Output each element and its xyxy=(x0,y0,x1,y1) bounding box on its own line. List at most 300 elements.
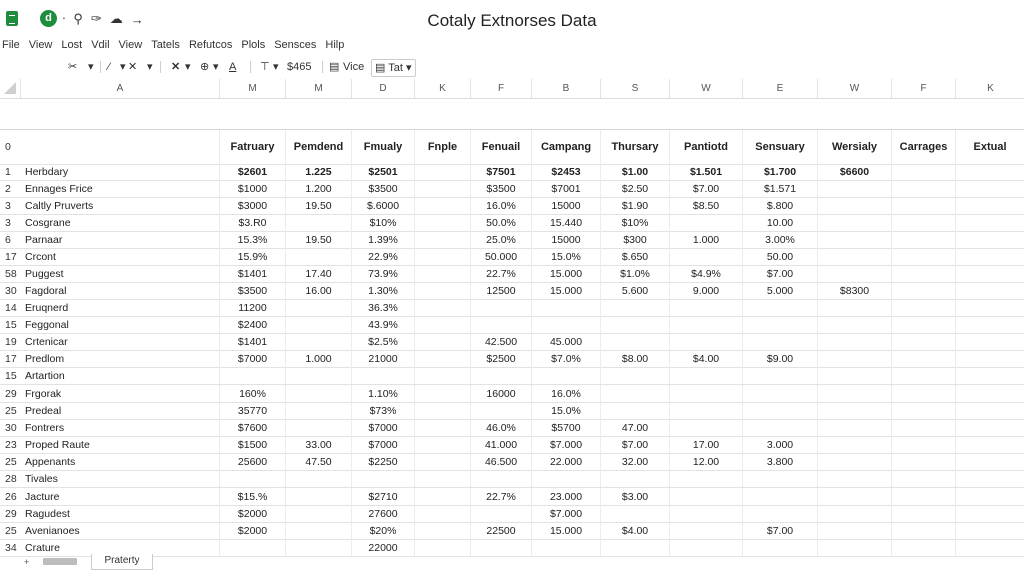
table-cell[interactable] xyxy=(817,436,891,453)
column-header[interactable]: S xyxy=(600,79,669,98)
table-cell[interactable]: $1000 xyxy=(219,180,285,197)
table-cell[interactable] xyxy=(955,436,1024,453)
table-cell[interactable]: 15.000 xyxy=(531,265,600,282)
table-cell[interactable] xyxy=(414,470,470,487)
table-cell[interactable]: $3.R0 xyxy=(219,214,285,231)
table-cell[interactable] xyxy=(600,299,669,316)
table-cell[interactable]: $4.00 xyxy=(669,350,742,367)
table-cell[interactable] xyxy=(955,419,1024,436)
table-cell[interactable]: $10% xyxy=(351,214,414,231)
table-cell[interactable] xyxy=(817,231,891,248)
table-cell[interactable] xyxy=(955,197,1024,214)
row-label-cell[interactable]: Fontrers xyxy=(25,421,65,434)
row-number[interactable]: 3 xyxy=(5,216,11,229)
table-cell[interactable]: 45.000 xyxy=(531,333,600,350)
table-cell[interactable]: $1401 xyxy=(219,265,285,282)
table-cell[interactable] xyxy=(414,453,470,470)
menu-item-file[interactable]: File xyxy=(2,39,20,51)
table-cell[interactable] xyxy=(470,505,531,522)
format-icon[interactable]: ⊤ xyxy=(260,61,270,73)
table-cell[interactable] xyxy=(669,316,742,333)
table-cell[interactable]: $7000 xyxy=(219,350,285,367)
table-cell[interactable]: $1.90 xyxy=(600,197,669,214)
table-cell[interactable] xyxy=(669,402,742,419)
table-cell[interactable]: 35770 xyxy=(219,402,285,419)
table-cell[interactable] xyxy=(817,367,891,384)
table-cell[interactable]: Pemdend xyxy=(285,130,351,164)
table-cell[interactable]: Campang xyxy=(531,130,600,164)
table-cell[interactable]: 17.40 xyxy=(285,265,351,282)
table-cell[interactable] xyxy=(669,488,742,505)
table-cell[interactable] xyxy=(955,248,1024,265)
cloud-icon[interactable]: ☁ xyxy=(109,11,123,26)
table-cell[interactable]: 16000 xyxy=(470,385,531,402)
table-cell[interactable]: $2.5% xyxy=(351,333,414,350)
table-cell[interactable] xyxy=(742,316,817,333)
table-cell[interactable] xyxy=(600,316,669,333)
table-cell[interactable] xyxy=(891,248,955,265)
table-cell[interactable] xyxy=(955,316,1024,333)
table-cell[interactable] xyxy=(891,214,955,231)
menu-item-plols[interactable]: Plols xyxy=(241,39,266,51)
table-cell[interactable]: $2000 xyxy=(219,505,285,522)
table-cell[interactable]: 1.200 xyxy=(285,180,351,197)
sheet-scroll-bar[interactable] xyxy=(43,558,77,565)
table-cell[interactable] xyxy=(955,385,1024,402)
table-cell[interactable] xyxy=(817,180,891,197)
table-cell[interactable]: 1.10% xyxy=(351,385,414,402)
table-cell[interactable] xyxy=(955,214,1024,231)
table-cell[interactable] xyxy=(955,453,1024,470)
table-cell[interactable] xyxy=(669,333,742,350)
table-cell[interactable] xyxy=(669,470,742,487)
currency-format-button[interactable]: $465 xyxy=(287,61,312,73)
table-cell[interactable] xyxy=(414,522,470,539)
text-color-icon[interactable]: A xyxy=(229,61,237,73)
table-cell[interactable] xyxy=(817,248,891,265)
table-cell[interactable] xyxy=(817,402,891,419)
add-sheet-icon[interactable]: + xyxy=(24,557,30,567)
row-label-cell[interactable]: Predeal xyxy=(25,404,62,417)
select-all-corner[interactable] xyxy=(4,82,16,94)
column-header[interactable]: E xyxy=(742,79,817,98)
table-cell[interactable] xyxy=(600,385,669,402)
table-cell[interactable]: $3500 xyxy=(470,180,531,197)
table-cell[interactable] xyxy=(891,385,955,402)
column-header[interactable]: K xyxy=(955,79,1024,98)
table-cell[interactable]: 16.0% xyxy=(531,385,600,402)
table-cell[interactable]: $10% xyxy=(600,214,669,231)
account-avatar[interactable]: d xyxy=(40,10,57,27)
table-cell[interactable] xyxy=(955,180,1024,197)
row-number[interactable]: 26 xyxy=(5,490,17,503)
row-number[interactable]: 2 xyxy=(5,182,11,195)
table-cell[interactable]: 47.50 xyxy=(285,453,351,470)
menu-item-refutcos[interactable]: Refutcos xyxy=(188,39,233,51)
column-header[interactable]: M xyxy=(285,79,351,98)
table-cell[interactable] xyxy=(600,367,669,384)
table-cell[interactable]: 15.440 xyxy=(531,214,600,231)
table-cell[interactable] xyxy=(891,316,955,333)
table-cell[interactable] xyxy=(817,214,891,231)
row-number[interactable]: 14 xyxy=(5,301,17,314)
table-cell[interactable]: 43.9% xyxy=(351,316,414,333)
table-cell[interactable] xyxy=(285,505,351,522)
table-cell[interactable]: $7.000 xyxy=(531,505,600,522)
row-label-cell[interactable]: Crtenicar xyxy=(25,335,68,348)
row-label-cell[interactable]: Fagdoral xyxy=(25,284,67,297)
table-cell[interactable]: $1500 xyxy=(219,436,285,453)
menu-item-hilp[interactable]: Hilp xyxy=(325,39,345,51)
table-cell[interactable] xyxy=(531,316,600,333)
table-cell[interactable] xyxy=(351,470,414,487)
table-cell[interactable]: 12500 xyxy=(470,282,531,299)
table-cell[interactable] xyxy=(414,248,470,265)
table-cell[interactable]: 15.000 xyxy=(531,282,600,299)
table-cell[interactable] xyxy=(414,385,470,402)
table-cell[interactable]: 3.00% xyxy=(742,231,817,248)
table-cell[interactable]: $7000 xyxy=(351,436,414,453)
row-label-cell[interactable]: Artartion xyxy=(25,369,65,382)
table-cell[interactable] xyxy=(285,367,351,384)
document-title-text[interactable]: Cotaly Extnorses Data xyxy=(427,11,597,30)
table-cell[interactable] xyxy=(955,333,1024,350)
table-cell[interactable]: 17.00 xyxy=(669,436,742,453)
row-label-cell[interactable]: Ennages Frice xyxy=(25,182,93,195)
table-cell[interactable] xyxy=(414,333,470,350)
table-cell[interactable] xyxy=(742,505,817,522)
table-cell[interactable]: Carrages xyxy=(891,130,955,164)
table-cell[interactable] xyxy=(817,316,891,333)
table-cell[interactable] xyxy=(414,505,470,522)
table-cell[interactable]: 46.0% xyxy=(470,419,531,436)
table-cell[interactable]: $1.700 xyxy=(742,163,817,180)
table-cell[interactable] xyxy=(470,402,531,419)
dropdown-icon[interactable]: ▾ xyxy=(88,61,94,73)
row-label-cell[interactable]: Ragudest xyxy=(25,507,70,520)
table-cell[interactable]: 25600 xyxy=(219,453,285,470)
table-cell[interactable] xyxy=(891,505,955,522)
row-label-cell[interactable]: Caltly Pruverts xyxy=(25,199,94,212)
row-number[interactable]: 58 xyxy=(5,267,17,280)
row-number[interactable]: 25 xyxy=(5,524,17,537)
table-cell[interactable]: $7001 xyxy=(531,180,600,197)
table-cell[interactable]: 42.500 xyxy=(470,333,531,350)
column-header[interactable]: M xyxy=(219,79,285,98)
table-cell[interactable]: 19.50 xyxy=(285,197,351,214)
column-header[interactable]: A xyxy=(20,79,219,98)
table-cell[interactable]: $15.% xyxy=(219,488,285,505)
row-label-cell[interactable]: Puggest xyxy=(25,267,64,280)
dropdown-icon[interactable]: ▾ xyxy=(147,61,153,73)
table-cell[interactable] xyxy=(742,299,817,316)
table-cell[interactable]: $.650 xyxy=(600,248,669,265)
table-cell[interactable]: 33.00 xyxy=(285,436,351,453)
table-cell[interactable] xyxy=(531,367,600,384)
table-cell[interactable] xyxy=(669,214,742,231)
table-cell[interactable] xyxy=(955,402,1024,419)
row-label-cell[interactable]: Frgorak xyxy=(25,387,62,400)
table-cell[interactable]: $2500 xyxy=(470,350,531,367)
row-number[interactable]: 15 xyxy=(5,369,17,382)
table-cell[interactable]: 15.0% xyxy=(531,402,600,419)
menu-item-view[interactable]: View xyxy=(28,39,53,51)
table-cell[interactable]: 10.00 xyxy=(742,214,817,231)
table-cell[interactable] xyxy=(891,231,955,248)
close-icon[interactable]: ✕ xyxy=(171,61,181,73)
column-header[interactable]: W xyxy=(669,79,742,98)
table-cell[interactable] xyxy=(414,282,470,299)
table-cell[interactable]: $3.00 xyxy=(600,488,669,505)
table-cell[interactable] xyxy=(470,316,531,333)
column-header[interactable]: K xyxy=(414,79,470,98)
table-cell[interactable]: 15000 xyxy=(531,231,600,248)
table-cell[interactable] xyxy=(891,180,955,197)
table-cell[interactable] xyxy=(955,488,1024,505)
table-cell[interactable]: $7000 xyxy=(351,419,414,436)
table-cell[interactable] xyxy=(955,265,1024,282)
table-cell[interactable] xyxy=(414,350,470,367)
table-cell[interactable] xyxy=(414,402,470,419)
table-cell[interactable]: Pantiotd xyxy=(669,130,742,164)
table-cell[interactable]: 15000 xyxy=(531,197,600,214)
table-cell[interactable]: $7.00 xyxy=(742,522,817,539)
table-cell[interactable] xyxy=(891,522,955,539)
table-cell[interactable]: 19.50 xyxy=(285,231,351,248)
table-cell[interactable] xyxy=(285,248,351,265)
table-cell[interactable] xyxy=(955,231,1024,248)
table-cell[interactable]: 11200 xyxy=(219,299,285,316)
table-cell[interactable]: $4.00 xyxy=(600,522,669,539)
spreadsheet-grid[interactable] xyxy=(0,79,1024,585)
row-label-cell[interactable]: Feggonal xyxy=(25,318,69,331)
table-cell[interactable] xyxy=(817,265,891,282)
table-cell[interactable]: 22.7% xyxy=(470,265,531,282)
cut-icon[interactable]: ✂ xyxy=(68,61,78,73)
row-label-cell[interactable]: Tivales xyxy=(25,472,58,485)
table-cell[interactable] xyxy=(891,367,955,384)
table-cell[interactable]: $.800 xyxy=(742,197,817,214)
table-cell[interactable]: $7.000 xyxy=(531,436,600,453)
table-cell[interactable] xyxy=(817,522,891,539)
table-cell[interactable]: Fatruary xyxy=(219,130,285,164)
table-cell[interactable]: 47.00 xyxy=(600,419,669,436)
row-label-cell[interactable]: Avenianoes xyxy=(25,524,80,537)
table-cell[interactable]: $2400 xyxy=(219,316,285,333)
table-cell[interactable] xyxy=(817,453,891,470)
table-cell[interactable] xyxy=(470,367,531,384)
row-number[interactable]: 29 xyxy=(5,507,17,520)
dropdown-icon[interactable]: ▾ xyxy=(213,61,219,73)
table-cell[interactable] xyxy=(817,197,891,214)
table-cell[interactable]: 22000 xyxy=(351,539,414,556)
row-number[interactable]: 15 xyxy=(5,318,17,331)
table-cell[interactable]: Fmualy xyxy=(351,130,414,164)
table-cell[interactable] xyxy=(742,402,817,419)
table-cell[interactable]: 16.0% xyxy=(470,197,531,214)
table-cell[interactable]: 5.000 xyxy=(742,282,817,299)
table-cell[interactable] xyxy=(817,419,891,436)
table-cell[interactable]: Fenuail xyxy=(470,130,531,164)
row-number[interactable]: 28 xyxy=(5,472,17,485)
table-cell[interactable] xyxy=(414,197,470,214)
table-cell[interactable]: 12.00 xyxy=(669,453,742,470)
row-number[interactable]: 19 xyxy=(5,335,17,348)
table-cell[interactable] xyxy=(742,385,817,402)
table-cell[interactable]: 160% xyxy=(219,385,285,402)
column-header[interactable]: F xyxy=(470,79,531,98)
menu-item-tatels[interactable]: Tatels xyxy=(151,39,180,51)
arrow-right-icon[interactable]: → xyxy=(130,11,144,27)
table-cell[interactable]: $1401 xyxy=(219,333,285,350)
table-cell[interactable]: Thursary xyxy=(600,130,669,164)
table-cell[interactable]: $9.00 xyxy=(742,350,817,367)
row-label-cell[interactable]: Crcont xyxy=(25,250,56,263)
table-cell[interactable] xyxy=(285,385,351,402)
table-cell[interactable] xyxy=(891,402,955,419)
clock-icon[interactable]: ⊕ xyxy=(200,61,210,73)
table-cell[interactable]: 50.000 xyxy=(470,248,531,265)
table-cell[interactable] xyxy=(955,282,1024,299)
table-cell[interactable] xyxy=(955,299,1024,316)
table-cell[interactable]: $7.00 xyxy=(742,265,817,282)
table-cell[interactable] xyxy=(285,299,351,316)
table-cell[interactable]: $8.50 xyxy=(669,197,742,214)
table-cell[interactable]: 1.39% xyxy=(351,231,414,248)
table-cell[interactable]: Fnple xyxy=(414,130,470,164)
table-cell[interactable] xyxy=(219,470,285,487)
table-cell[interactable]: $1.00 xyxy=(600,163,669,180)
table-cell[interactable] xyxy=(817,470,891,487)
paint-format-icon[interactable]: ⁄ xyxy=(108,61,110,73)
table-cell[interactable] xyxy=(470,470,531,487)
table-cell[interactable] xyxy=(955,505,1024,522)
menu-item-sensces[interactable]: Sensces xyxy=(274,39,317,51)
menu-item-lost[interactable]: Lost xyxy=(61,39,83,51)
row-number[interactable]: 29 xyxy=(5,387,17,400)
row-number[interactable]: 23 xyxy=(5,438,17,451)
row-number[interactable]: 34 xyxy=(5,541,17,554)
row-number[interactable]: 30 xyxy=(5,284,17,297)
dropdown-icon[interactable]: ▾ xyxy=(273,61,279,73)
table-cell[interactable] xyxy=(669,419,742,436)
table-cell[interactable] xyxy=(817,350,891,367)
table-cell[interactable] xyxy=(817,299,891,316)
table-cell[interactable]: $7.00 xyxy=(600,436,669,453)
view-button[interactable]: Vice xyxy=(343,61,365,73)
table-cell[interactable] xyxy=(414,265,470,282)
table-cell[interactable]: 15.000 xyxy=(531,522,600,539)
table-cell[interactable] xyxy=(414,488,470,505)
table-cell[interactable]: $5700 xyxy=(531,419,600,436)
table-cell[interactable] xyxy=(955,350,1024,367)
table-cell[interactable] xyxy=(414,231,470,248)
row-label-cell[interactable]: Cosgrane xyxy=(25,216,71,229)
table-cell[interactable]: $7.00 xyxy=(669,180,742,197)
row-number[interactable]: 25 xyxy=(5,455,17,468)
table-cell[interactable]: 50.00 xyxy=(742,248,817,265)
table-cell[interactable] xyxy=(285,522,351,539)
table-cell[interactable]: $2250 xyxy=(351,453,414,470)
table-cell[interactable]: 22.000 xyxy=(531,453,600,470)
row-number[interactable]: 17 xyxy=(5,250,17,263)
table-cell[interactable]: $7600 xyxy=(219,419,285,436)
row-number[interactable]: 30 xyxy=(5,421,17,434)
table-cell[interactable] xyxy=(285,470,351,487)
table-cell[interactable]: $300 xyxy=(600,231,669,248)
table-cell[interactable]: 22.7% xyxy=(470,488,531,505)
table-cell[interactable]: $7.0% xyxy=(531,350,600,367)
table-cell[interactable] xyxy=(669,299,742,316)
menu-item-view-2[interactable]: View xyxy=(118,39,143,51)
table-cell[interactable]: $.6000 xyxy=(351,197,414,214)
table-cell[interactable] xyxy=(817,488,891,505)
table-cell[interactable]: 46.500 xyxy=(470,453,531,470)
document-title[interactable] xyxy=(0,11,1024,31)
table-cell[interactable]: 23.000 xyxy=(531,488,600,505)
table-cell[interactable]: $2000 xyxy=(219,522,285,539)
table-cell[interactable] xyxy=(891,163,955,180)
table-cell[interactable] xyxy=(891,265,955,282)
table-cell[interactable] xyxy=(669,385,742,402)
table-cell[interactable] xyxy=(285,333,351,350)
table-cell[interactable] xyxy=(531,299,600,316)
share-icon[interactable]: ᐧ xyxy=(62,11,66,26)
table-cell[interactable]: $8300 xyxy=(817,282,891,299)
table-cell[interactable]: 15.9% xyxy=(219,248,285,265)
column-header[interactable]: B xyxy=(531,79,600,98)
table-cell[interactable]: 50.0% xyxy=(470,214,531,231)
table-cell[interactable] xyxy=(955,522,1024,539)
row-number[interactable]: 6 xyxy=(5,233,11,246)
table-cell[interactable]: $20% xyxy=(351,522,414,539)
table-cell[interactable] xyxy=(955,367,1024,384)
table-cell[interactable] xyxy=(817,505,891,522)
table-cell[interactable] xyxy=(600,333,669,350)
table-cell[interactable]: $7501 xyxy=(470,163,531,180)
table-cell[interactable]: $2601 xyxy=(219,163,285,180)
table-cell[interactable] xyxy=(414,436,470,453)
table-cell[interactable]: 5.600 xyxy=(600,282,669,299)
dropdown-icon[interactable]: ▾ xyxy=(185,61,191,73)
column-header[interactable]: F xyxy=(891,79,955,98)
table-cell[interactable] xyxy=(669,522,742,539)
table-cell[interactable] xyxy=(669,248,742,265)
sheet-tab[interactable]: Praterty xyxy=(91,554,153,570)
table-cell[interactable]: 25.0% xyxy=(470,231,531,248)
table-cell[interactable] xyxy=(414,299,470,316)
row-number[interactable]: 1 xyxy=(5,165,11,178)
table-cell[interactable] xyxy=(285,316,351,333)
table-cell[interactable] xyxy=(414,180,470,197)
table-cell[interactable] xyxy=(600,505,669,522)
table-cell[interactable]: 1.225 xyxy=(285,163,351,180)
table-cell[interactable] xyxy=(600,470,669,487)
table-cell[interactable]: $3500 xyxy=(219,282,285,299)
table-cell[interactable] xyxy=(742,419,817,436)
table-cell[interactable]: 41.000 xyxy=(470,436,531,453)
table-cell[interactable] xyxy=(219,367,285,384)
view-icon[interactable]: ▤ xyxy=(329,61,340,73)
table-cell[interactable]: 21000 xyxy=(351,350,414,367)
table-cell[interactable]: $2453 xyxy=(531,163,600,180)
column-header[interactable]: D xyxy=(351,79,414,98)
row-label-cell[interactable]: Appenants xyxy=(25,455,76,468)
table-cell[interactable] xyxy=(742,470,817,487)
table-cell[interactable]: $2501 xyxy=(351,163,414,180)
table-cell[interactable] xyxy=(470,299,531,316)
table-cell[interactable] xyxy=(891,282,955,299)
